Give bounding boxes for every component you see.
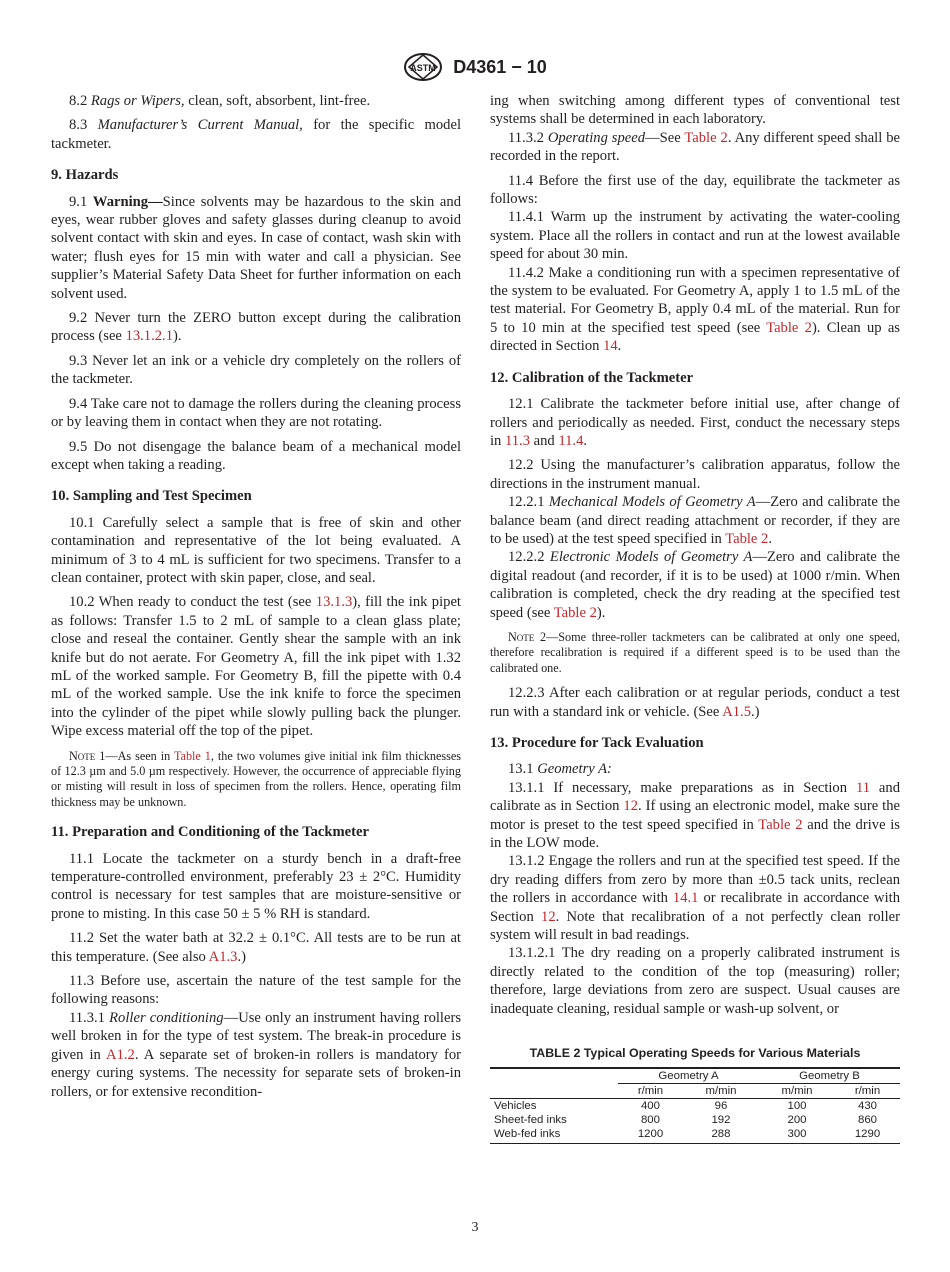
ref-link[interactable]: 11.3 xyxy=(505,432,530,449)
section-11-3-2: 11.3.2 Operating speed—See Table 2. Any different speed shall be recorded in the report. xyxy=(490,129,900,165)
section-12-2-3: 12.2.3 After each calibration or at regular periods, conduct a test run with a standard ink or vehicle. (See A1.5.) xyxy=(490,685,900,720)
section-9-1: 9.1 Warning—Since solvents may be hazardous to the skin and eyes, wear rubber gloves and safety glasses during cleanup to avoid solvent contact with skin and eyes. In case of contact, wash skin with water; flush eyes for 15 min with water and call a physician. See supplier’s Material Safety Data Sheet for further information on each solvent used. xyxy=(51,193,461,302)
ref-link[interactable]: 14 xyxy=(603,338,618,355)
ref-link[interactable]: 13.1.2.1 xyxy=(125,328,173,345)
section-11-3-1: 11.3.1 Roller conditioning—Use only an instrument having rollers well broken in for the type of test system. The break-in procedure is given in A1.2. A separate set of broken-in rollers is mandatory for energy curing systems. The necessity for separate sets of broken-in rollers, or for extensive recondition- xyxy=(51,1009,461,1100)
section-9-2: 9.2 Never turn the ZERO button except during the calibration process (see 13.1.2.1). xyxy=(51,310,461,345)
ref-link[interactable]: A1.2 xyxy=(106,1046,135,1063)
section-13-1: 13.1 Geometry A: xyxy=(508,761,612,778)
section-12-2-1: 12.2.1 Mechanical Models of Geometry A—Zero and calibrate the balance beam (and direct reading attachment or recorder, if they are to be used) at the test speed specified in Table 2. xyxy=(490,494,900,547)
ref-link[interactable]: Table 2 xyxy=(725,530,769,547)
section-12-1: 12.1 Calibrate the tackmeter before initial use, after change of rollers and periodically as needed. First, conduct the necessary steps in 11.3 and 11.4. xyxy=(490,396,900,449)
heading-calibration: 12. Calibration of the Tackmeter xyxy=(490,369,694,386)
ref-link[interactable]: 13.1.3 xyxy=(315,594,353,611)
section-12-2: 12.2 Using the manufacturer’s calibration apparatus, follow the directions in the instrument manual. xyxy=(490,457,900,492)
ref-link[interactable]: Table 2 xyxy=(758,816,803,833)
section-9-4: 9.4 Take care not to damage the rollers during the cleaning process or by leaving them in contact when they are not rotating. xyxy=(51,395,461,431)
ref-link[interactable]: A1.3 xyxy=(208,948,238,965)
ref-link[interactable]: Table 2 xyxy=(684,129,728,146)
heading-preparation: 11. Preparation and Conditioning of the Tackmeter xyxy=(51,824,369,841)
heading-sampling: 10. Sampling and Test Specimen xyxy=(51,488,252,505)
section-13-1-1: 13.1.1 If necessary, make preparations as in Section 11 and calibrate as in Section 12. If using an electronic model, make sure the motor is preset to the test speed specified in Table 2 and the drive is in the LOW mode. xyxy=(490,779,900,852)
section-8-2: 8.2 Rags or Wipers, clean, soft, absorbent, lint-free. xyxy=(69,93,371,109)
section-13-1-2-1: 13.1.2.1 The dry reading on a properly calibrated instrument is directly related to the condition of the top (measuring) roller; therefore, large deviations from zero are suspect. Usual causes are inadequate cleaning, residual sample or wash-up solvent, or xyxy=(490,945,900,1017)
table-2-unit: r/min xyxy=(618,1083,683,1098)
ref-link[interactable]: Table 2 xyxy=(766,319,812,336)
ref-link[interactable]: 11.4 xyxy=(558,432,584,449)
section-10-2: 10.2 When ready to conduct the test (see 13.1.3), fill the ink pipet as follows: Transfer 1.5 to 2 mL of sample to a clean glass plate; close and reseal the container. Gently shear the sample with an ink knife but do not aerate. For Geometry A, fill the ink pipet with 1.32 mL of the worked sample. For Geometry B, fill the pipette with 0.4 mL of the worked sample. Use the ink knife to force the specimen into the cylinder of the pipet while slowly pulling back the plunger. Wipe excess material off the top of the pipet. xyxy=(51,594,461,740)
section-11-2: 11.2 Set the water bath at 32.2 ± 0.1°C. All tests are to be run at this temperature. (See also A1.3.) xyxy=(51,930,461,965)
ref-link[interactable]: Table 2 xyxy=(553,604,597,621)
table-2 xyxy=(490,1044,900,1143)
left-column xyxy=(51,92,461,1107)
section-11-4-1: 11.4.1 Warm up the instrument by activating the water-cooling system. Place all the rollers in contact and run at the lowest available speed for about 30 min. xyxy=(490,209,900,263)
table-2-group-b: Geometry B xyxy=(759,1069,900,1084)
section-10-1: 10.1 Carefully select a sample that is free of skin and other contamination and representative of the lot being evaluated. A minimum of 3 to 4 mL is sufficient for two specimens. Transfer to a clean container, protect with skin paper, close, and seal. xyxy=(51,514,461,586)
page-header xyxy=(0,52,950,82)
heading-hazards: 9. Hazards xyxy=(51,167,119,184)
ref-link[interactable]: Table 1 xyxy=(173,748,211,763)
right-column xyxy=(490,92,900,1144)
table-2-title: TABLE 2 Typical Operating Speeds for Various Materials xyxy=(529,1046,861,1061)
section-11-3: 11.3 Before use, ascertain the nature of the test sample for the following reasons: xyxy=(51,973,461,1008)
table-2-grid xyxy=(490,1067,900,1144)
section-12-2-2: 12.2.2 Electronic Models of Geometry A—Zero and calibrate the digital readout (and recorder, if it is to be used) at 1000 r/min. When calibration is completed, check the dry reading at the specified test speed (see Table 2). xyxy=(490,549,901,621)
section-13-1-2: 13.1.2 Engage the rollers and run at the specified test speed. If the dry reading differs from zero by more than ±0.5 tack units, reclean the rollers in accordance with 14.1 or recalibrate in accordance with Section 12. Note that recalibration of a not perfectly clean roller system will result in bad readings. xyxy=(490,853,900,944)
heading-procedure: 13. Procedure for Tack Evaluation xyxy=(490,735,704,751)
ref-link[interactable]: 11 xyxy=(855,779,871,796)
section-9-3: 9.3 Never let an ink or a vehicle dry completely on the rollers of the tackmeter. xyxy=(51,352,461,388)
table-2-group-a: Geometry A xyxy=(618,1069,759,1084)
note-1: Note 1—As seen in Table 1, the two volumes give initial ink film thicknesses of 12.3 µm and 5.0 µm respectively. However, the occurrence of appreciable flying or misting will result in loss of specimen from the rollers. Hence, operating film thickness may be unknown. xyxy=(51,748,462,809)
svg-text:ASTM: ASTM xyxy=(410,63,436,73)
table-row: Sheet-fed inks 800 192 200 860 xyxy=(494,1113,877,1126)
table-2-unit: m/min xyxy=(683,1083,759,1098)
section-8-3: 8.3 Manufacturer’s Current Manual, for the specific model tackmeter. xyxy=(51,117,462,152)
document-id: D4361 − 10 xyxy=(453,56,547,77)
astm-logo xyxy=(403,52,443,82)
table-2-unit: r/min xyxy=(835,1083,900,1098)
section-11-4-2: 11.4.2 Make a conditioning run with a specimen representative of the system to be evaluated. For Geometry A, apply 1 to 1.5 mL of the test material. For Geometry B, apply 0.4 mL of the material. Run for 5 to 10 min at the specified test speed (see Table 2). Clean up as directed in Section 14. xyxy=(490,264,900,355)
section-11-4: 11.4 Before the first use of the day, equilibrate the tackmeter as follows: xyxy=(490,172,900,208)
ref-link[interactable]: 12 xyxy=(623,798,639,815)
section-9-5: 9.5 Do not disengage the balance beam of a mechanical model except when taking a reading. xyxy=(51,438,461,473)
section-11-3-1-continued: ing when switching among different types of conventional test systems shall be determined in each laboratory. xyxy=(490,93,900,128)
ref-link[interactable]: A1.5 xyxy=(722,703,752,720)
ref-link[interactable]: 14.1 xyxy=(672,890,699,907)
table-2-unit: m/min xyxy=(759,1083,835,1098)
note-2: Note 2—Some three-roller tackmeters can be calibrated at only one speed, therefore recalibration is required if a different speed is to be used than the calibrated one. xyxy=(490,629,901,675)
page-number: 3 xyxy=(471,1220,479,1235)
table-row: Vehicles 400 96 100 430 xyxy=(494,1099,877,1112)
table-row: Web-fed inks 1200 288 300 1290 xyxy=(494,1127,881,1140)
section-11-1: 11.1 Locate the tackmeter on a sturdy bench in a draft-free temperature-controlled environment, preferably 23 ± 2°C. Humidity control is necessary for test samples that are moisture-sensitive or prone to misting. In this case 50 ± 5 % RH is standard. xyxy=(51,850,461,922)
ref-link[interactable]: 12 xyxy=(541,908,556,925)
